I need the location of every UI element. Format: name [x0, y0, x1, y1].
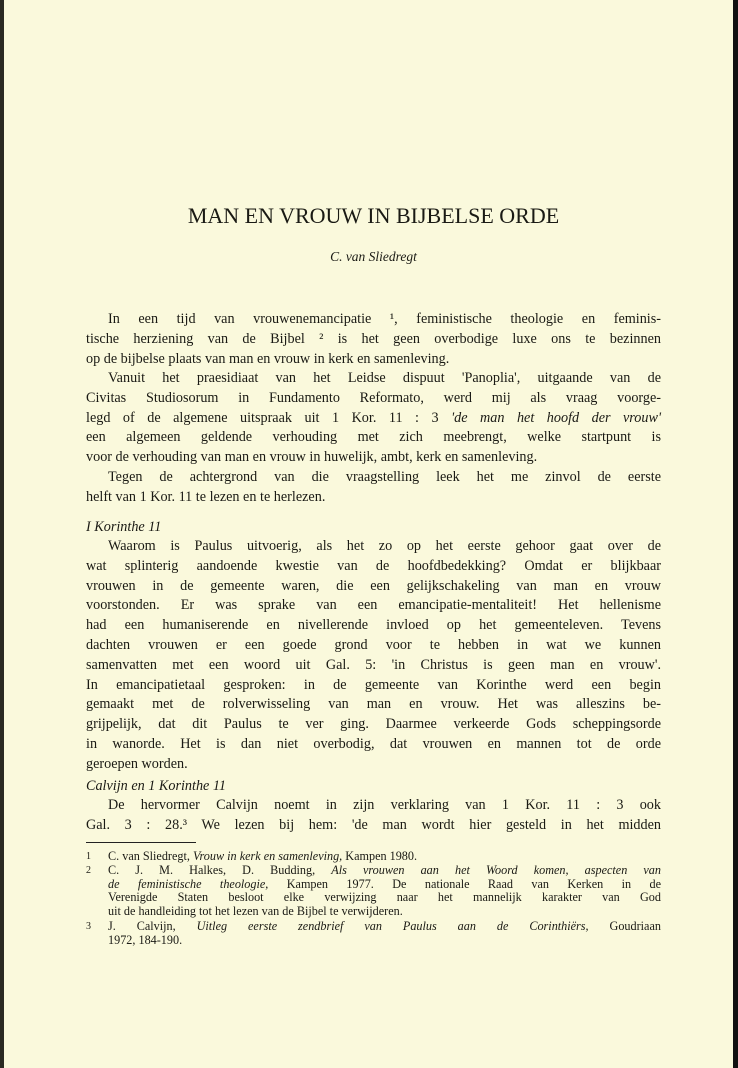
scan-edge-right — [733, 0, 738, 1068]
intro-paragraph-3: Tegen de achtergrond van die vraagstelling leek het me zinvol de eerste helft van 1 Kor. 11 te lezen en te herlezen. — [86, 469, 661, 505]
footnote-2: 2 C. J. M. Halkes, D. Budding, Als vrouwen aan het Woord komen, aspecten van de feministische theologie, Kampen 1977. De nationale Raad van Kerken in de Verenigde Staten besloot elke verwijzing naar het mannelijk karakter van God uit de handleiding tot het lezen van de Bijbel te verwijderen. — [86, 863, 661, 918]
intro-paragraph-1: In een tijd van vrouwenemancipatie ¹, feministische theologie en feminis- tische herziening van de Bijbel ² is het geen overbodige luxe ons te bezinnen op de bijbelse plaats van man en vrouw in kerk en samenleving. — [86, 311, 661, 367]
footnote-number: 2 — [86, 865, 91, 876]
section-2-body: De hervormer Calvijn noemt in zijn verklaring van 1 Kor. 11 : 3 ook Gal. 3 : 28.³ We lezen bij hem: 'de man wordt hier gesteld in het midden — [86, 797, 661, 833]
footnote-number: 3 — [86, 921, 91, 932]
section-1-body: Waarom is Paulus uitvoerig, als het zo op het eerste gehoor gaat over de wat splinterig aandoende kwestie van de hoofdbedekking? Omdat er blijkbaar vrouwen in de gemeente waren, die een gelijkschakeling van man en vrouw voorstonden. Er was sprake van een emancipatie-mentaliteit! Het hellenisme had een humaniserende en nivellerende invloed op het gemeenteleven. Tevens dachten vrouwen er een goede grond voor te hebben in wat we kunnen samenvatten met een woord uit Gal. 5: 'in Christus is geen man en vrouw'. In emancipatietaal gesproken: in de gemeente van Korinthe werd een begin gemaakt met de rolverwisseling van man en vrouw. Het was alleszins be- grijpelijk, dat dit Paulus te ver ging. Daarmee verkeerde Gods scheppingsorde in wanorde. Het is dan niet overbodig, dat vrouwen en mannen tot de orde geroepen worden. — [86, 538, 661, 772]
footnote-1: 1 C. van Sliedregt, Vrouw in kerk en samenleving, Kampen 1980. — [86, 849, 418, 863]
author: C. van Sliedregt — [330, 249, 417, 264]
page-title: MAN EN VROUW IN BIJBELSE ORDE — [187, 203, 560, 228]
footnote-number: 1 — [86, 851, 91, 862]
section-heading-2: Calvijn en 1 Korinthe 11 — [86, 778, 227, 794]
quote: 'de man het hoofd der vrouw' — [451, 409, 661, 426]
footnote-3: 3 J. Calvijn, Uitleg eerste zendbrief van Paulus aan de Corinthiërs, Goudriaan 1972, 184-190. — [86, 919, 661, 947]
footnote-rule — [86, 842, 196, 843]
scan-edge-left — [0, 0, 4, 1068]
intro-paragraph-2: Vanuit het praesidiaat van het Leidse dispuut 'Panoplia', uitgaande van de Civitas Studiosorum in Fundamento Reformato, werd mij als vraag voorge- legd of de algemene uitspraak uit 1 Kor. 11 : 3 'de man het hoofd der vrouw' een algemeen geldende verhouding met zich meebrengt, welke startpunt is voor de verhouding van man en vrouw in huwelijk, ambt, kerk en samenleving. — [86, 370, 661, 466]
section-heading-1: I Korinthe 11 — [86, 519, 162, 535]
